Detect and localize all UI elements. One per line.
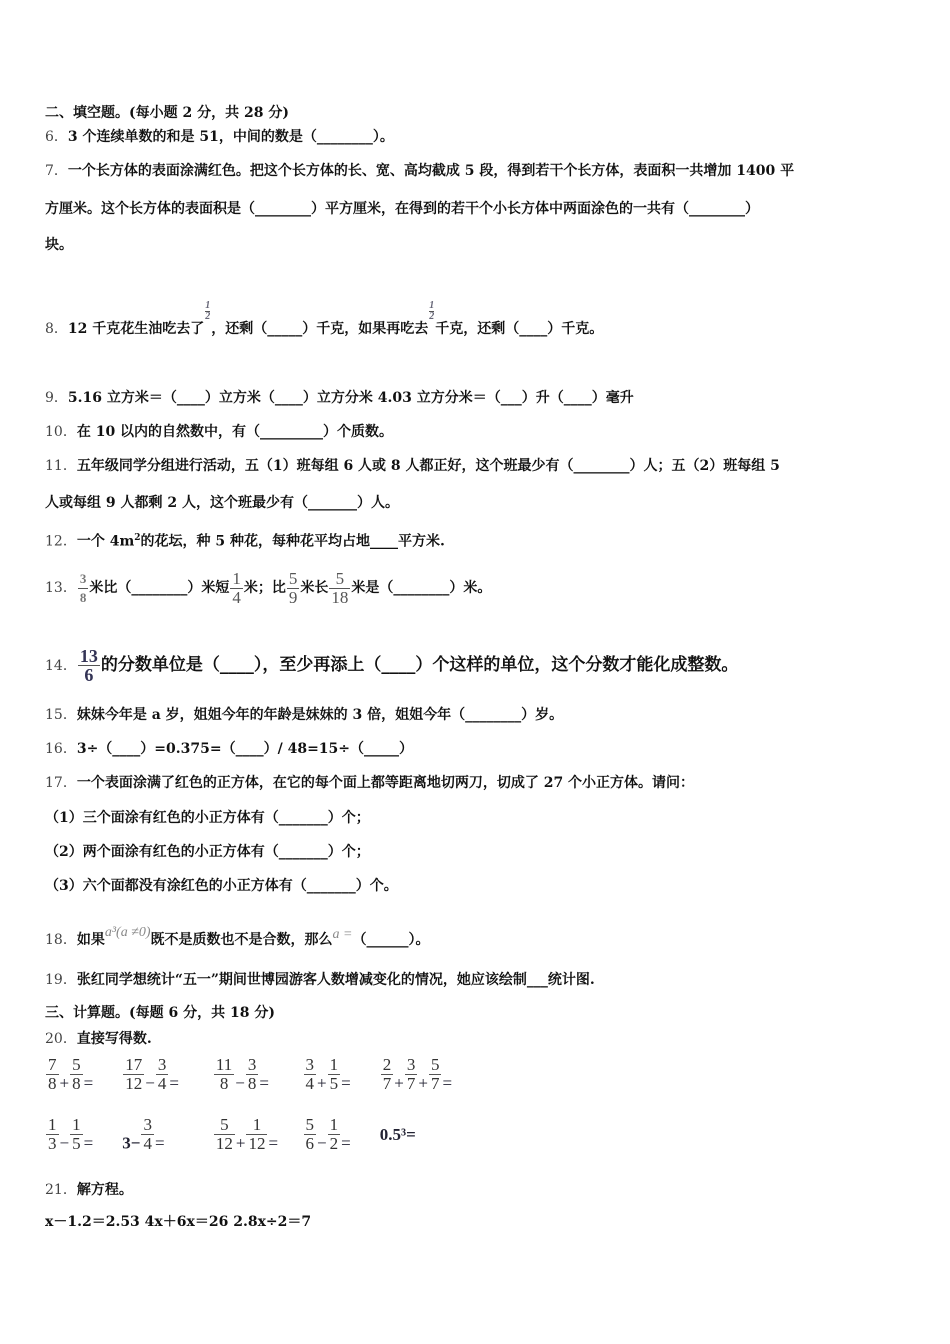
fraction — [214, 1056, 234, 1093]
question-text: 的分数单位是（____），至少再添上（____）个这样的单位，这个分数才能化成整数。 — [100, 655, 739, 675]
question-text: 3 个连续单数的和是 51，中间的数是（________）。 — [67, 129, 394, 145]
question-number: 7． — [45, 163, 68, 179]
numerator: 5 — [430, 1055, 440, 1074]
denominator: 6 — [305, 1134, 314, 1153]
question-text: 既不是质数也不是合数，那么 — [150, 932, 333, 948]
numerator: 1 — [429, 300, 435, 311]
denominator: 8 — [72, 1074, 81, 1093]
denominator: 8 — [48, 1074, 57, 1093]
denominator: 8 — [219, 1074, 229, 1093]
question-number: 12． — [45, 533, 77, 550]
fraction — [214, 1116, 235, 1153]
fraction — [70, 1056, 83, 1093]
operator: = — [259, 1073, 269, 1093]
calc-item — [45, 1056, 93, 1093]
math-expression: a³(a ≠0) — [104, 925, 151, 940]
calc-item — [213, 1116, 278, 1153]
operator: = — [442, 1073, 453, 1093]
denominator: 12 — [125, 1074, 143, 1093]
question-17-part-3: （3）六个面都没有涂红色的小正方体有（_______）个。 — [45, 878, 398, 894]
fraction — [328, 1116, 341, 1153]
denominator: 18 — [331, 587, 349, 607]
question-19 — [45, 971, 595, 989]
question-10 — [45, 423, 393, 441]
question-14 — [45, 640, 738, 691]
question-text: 米；比 — [243, 580, 286, 596]
question-text: 的花坛，种 5 种花，每种花平均占地____平方米. — [140, 533, 445, 550]
question-number: 10． — [45, 424, 77, 440]
numerator: 5 — [305, 1115, 314, 1134]
question-17-part-1: （1）三个面涂有红色的小正方体有（_______）个； — [45, 810, 370, 826]
operator: 0.5³= — [379, 1125, 416, 1144]
denominator: 5 — [329, 1074, 339, 1093]
numerator: 7 — [48, 1055, 57, 1074]
numerator: 11 — [215, 1055, 233, 1074]
denominator: 2 — [329, 1134, 339, 1153]
denominator: 3 — [48, 1134, 57, 1153]
operator: + — [235, 1133, 246, 1153]
fraction — [78, 647, 100, 684]
fraction — [156, 1056, 169, 1093]
numerator: 1 — [329, 1115, 339, 1134]
denominator: 2 — [429, 311, 435, 322]
denominator: 12 — [248, 1134, 266, 1153]
question-6 — [45, 128, 394, 146]
question-16 — [45, 740, 413, 758]
question-text: 12 千克花生油吃去了 — [67, 321, 205, 337]
operator: + — [317, 1073, 327, 1093]
question-number: 16． — [45, 741, 77, 757]
fraction — [78, 570, 89, 607]
question-number: 13． — [45, 580, 77, 596]
question-13 — [45, 568, 491, 608]
question-12 — [45, 529, 445, 551]
denominator: 9 — [288, 587, 298, 607]
question-7-line-2: 方厘米。这个长方体的表面积是（________）平方厘米，在得到的若干个小长方体中两面涂色的一共有（________） — [45, 201, 759, 217]
denominator: 2 — [205, 311, 211, 322]
operator: − — [235, 1073, 245, 1093]
question-number: 9． — [45, 390, 68, 406]
operator: = — [268, 1133, 279, 1153]
numerator: 5 — [329, 570, 350, 589]
question-20 — [45, 1030, 152, 1048]
fraction — [328, 1056, 341, 1093]
question-text: 一个表面涂满了红色的正方体，在它的每个面上都等距离地切两刀，切成了 27 个小正方体。请问： — [76, 775, 695, 791]
question-text: 千克，还剩（____）千克。 — [435, 321, 604, 337]
question-number: 20． — [45, 1031, 77, 1047]
operator: = — [154, 1133, 165, 1153]
question-9 — [45, 389, 634, 407]
fraction — [141, 1116, 154, 1153]
fraction — [46, 1056, 59, 1093]
denominator: 4 — [157, 1074, 167, 1093]
question-text: 五年级同学分组进行活动，五（1）班每组 6 人或 8 人都正好，这个班最少有（________）人；五（2）班每组 5 — [76, 458, 780, 474]
question-15 — [45, 706, 563, 724]
operator: + — [418, 1073, 428, 1093]
fraction — [287, 570, 300, 607]
numerator: 5 — [214, 1116, 235, 1135]
fraction — [70, 1116, 83, 1153]
denominator: 12 — [215, 1134, 233, 1153]
operator: = — [169, 1073, 179, 1093]
question-text: 解方程。 — [76, 1182, 133, 1198]
question-number: 14． — [45, 658, 77, 674]
denominator: 8 — [247, 1074, 257, 1093]
question-text: 5.16 立方米＝（____）立方米（____）立方分米 4.03 立方分米＝（___）升（____）毫升 — [67, 390, 634, 406]
denominator: 4 — [232, 587, 241, 607]
fraction — [405, 1056, 418, 1093]
operator: = — [83, 1073, 94, 1093]
numerator: 17 — [125, 1055, 143, 1074]
operator: − — [145, 1073, 155, 1093]
calc-item — [122, 1056, 179, 1093]
denominator: 7 — [382, 1074, 392, 1093]
fraction — [46, 1116, 59, 1153]
numerator: 3 — [78, 570, 89, 589]
operator: − — [59, 1133, 70, 1153]
operator: + — [394, 1073, 404, 1093]
denominator: 5 — [72, 1134, 81, 1153]
question-text: 妹妹今年是 a 岁，姐姐今年的年龄是妹妹的 3 倍，姐姐今年（________）岁。 — [76, 707, 564, 723]
question-text: ，还剩（_____）千克，如果再吃去 — [211, 321, 429, 337]
question-number: 6． — [45, 129, 68, 145]
numerator: 1 — [205, 300, 211, 311]
math-expression: a = — [332, 927, 353, 942]
question-text: 一个 4m — [76, 533, 135, 550]
question-text: 3÷（____）=0.375=（____）/ 48=15÷（_____） — [76, 741, 414, 757]
calc-item — [303, 1056, 351, 1093]
operator: = — [341, 1133, 351, 1153]
question-21 — [45, 1181, 133, 1199]
numerator: 1 — [246, 1116, 267, 1135]
numerator: 13 — [79, 646, 98, 666]
operator: + — [59, 1073, 70, 1093]
denominator: 7 — [406, 1074, 416, 1093]
question-text: 张红同学想统计“五一”期间世博园游客人数增减变化的情况，她应该绘制___统计图. — [76, 972, 595, 988]
question-17-part-2: （2）两个面涂有红色的小正方体有（_______）个； — [45, 844, 370, 860]
numerator: 3 — [157, 1055, 167, 1074]
fraction — [429, 1056, 442, 1093]
section-3-heading: 三、计算题。(每题 6 分，共 18 分) — [45, 1005, 275, 1021]
calc-item — [45, 1116, 93, 1153]
calc-item — [380, 1056, 452, 1093]
question-8 — [45, 301, 603, 338]
calc-item — [122, 1116, 164, 1153]
question-7 — [45, 162, 794, 180]
numerator: 3 — [247, 1055, 257, 1074]
fraction — [429, 301, 434, 322]
numerator: 2 — [382, 1055, 392, 1074]
question-11-line-2: 人或每组 9 人都剩 2 人，这个班最少有（_______）人。 — [45, 495, 399, 511]
numerator: 1 — [48, 1115, 57, 1134]
fraction — [230, 570, 243, 607]
numerator: 3 — [406, 1055, 416, 1074]
question-number: 18． — [45, 932, 77, 948]
operator: = — [83, 1133, 94, 1153]
denominator: 6 — [84, 665, 94, 685]
question-number: 11． — [45, 458, 77, 474]
question-18 — [45, 924, 430, 949]
operator: − — [317, 1133, 327, 1153]
denominator: 4 — [143, 1134, 152, 1153]
numerator: 1 — [329, 1055, 339, 1074]
superscript: 2 — [134, 533, 141, 543]
question-number: 19． — [45, 972, 77, 988]
question-text: 米比（________）米短 — [89, 580, 230, 596]
fraction — [329, 570, 350, 607]
numerator: 3 — [143, 1115, 152, 1134]
question-text: 在 10 以内的自然数中，有（_________）个质数。 — [76, 424, 394, 440]
question-number: 17． — [45, 775, 77, 791]
question-text: （______）。 — [352, 932, 430, 948]
question-17 — [45, 774, 694, 792]
operator: = — [341, 1073, 351, 1093]
question-number: 8． — [45, 321, 68, 337]
denominator: 8 — [79, 589, 87, 605]
question-number: 15． — [45, 707, 77, 723]
fraction — [246, 1116, 267, 1153]
question-text: 一个长方体的表面涂满红色。把这个长方体的长、宽、高均截成 5 段，得到若干个长方体，表面积一共增加 1400 平 — [67, 163, 795, 179]
numerator: 5 — [288, 568, 298, 588]
fraction — [304, 1056, 317, 1093]
calc-item — [380, 1116, 416, 1144]
section-2-heading: 二、填空题。(每小题 2 分，共 28 分) — [45, 105, 289, 121]
denominator: 7 — [430, 1074, 440, 1093]
question-7-line-3: 块。 — [45, 237, 73, 253]
fraction — [304, 1116, 317, 1153]
question-text: 米是（________）米。 — [351, 580, 492, 596]
question-number: 21． — [45, 1182, 77, 1198]
numerator: 1 — [232, 568, 241, 588]
denominator: 4 — [305, 1074, 314, 1093]
calc-item — [213, 1056, 269, 1093]
numerator: 5 — [72, 1055, 81, 1074]
fraction — [205, 301, 210, 322]
question-text: 直接写得数. — [76, 1031, 152, 1047]
fraction — [381, 1056, 394, 1093]
numerator: 1 — [72, 1115, 81, 1134]
numerator: 3 — [305, 1055, 314, 1074]
question-text: 如果 — [76, 932, 105, 948]
equations: x－1.2＝2.53 4x＋6x＝26 2.8x÷2＝7 — [45, 1214, 312, 1230]
fraction — [246, 1056, 259, 1093]
calc-item — [303, 1116, 351, 1153]
question-11 — [45, 457, 780, 475]
fraction — [123, 1056, 144, 1093]
question-text: 米长 — [300, 580, 329, 596]
operator: 3− — [122, 1133, 141, 1153]
